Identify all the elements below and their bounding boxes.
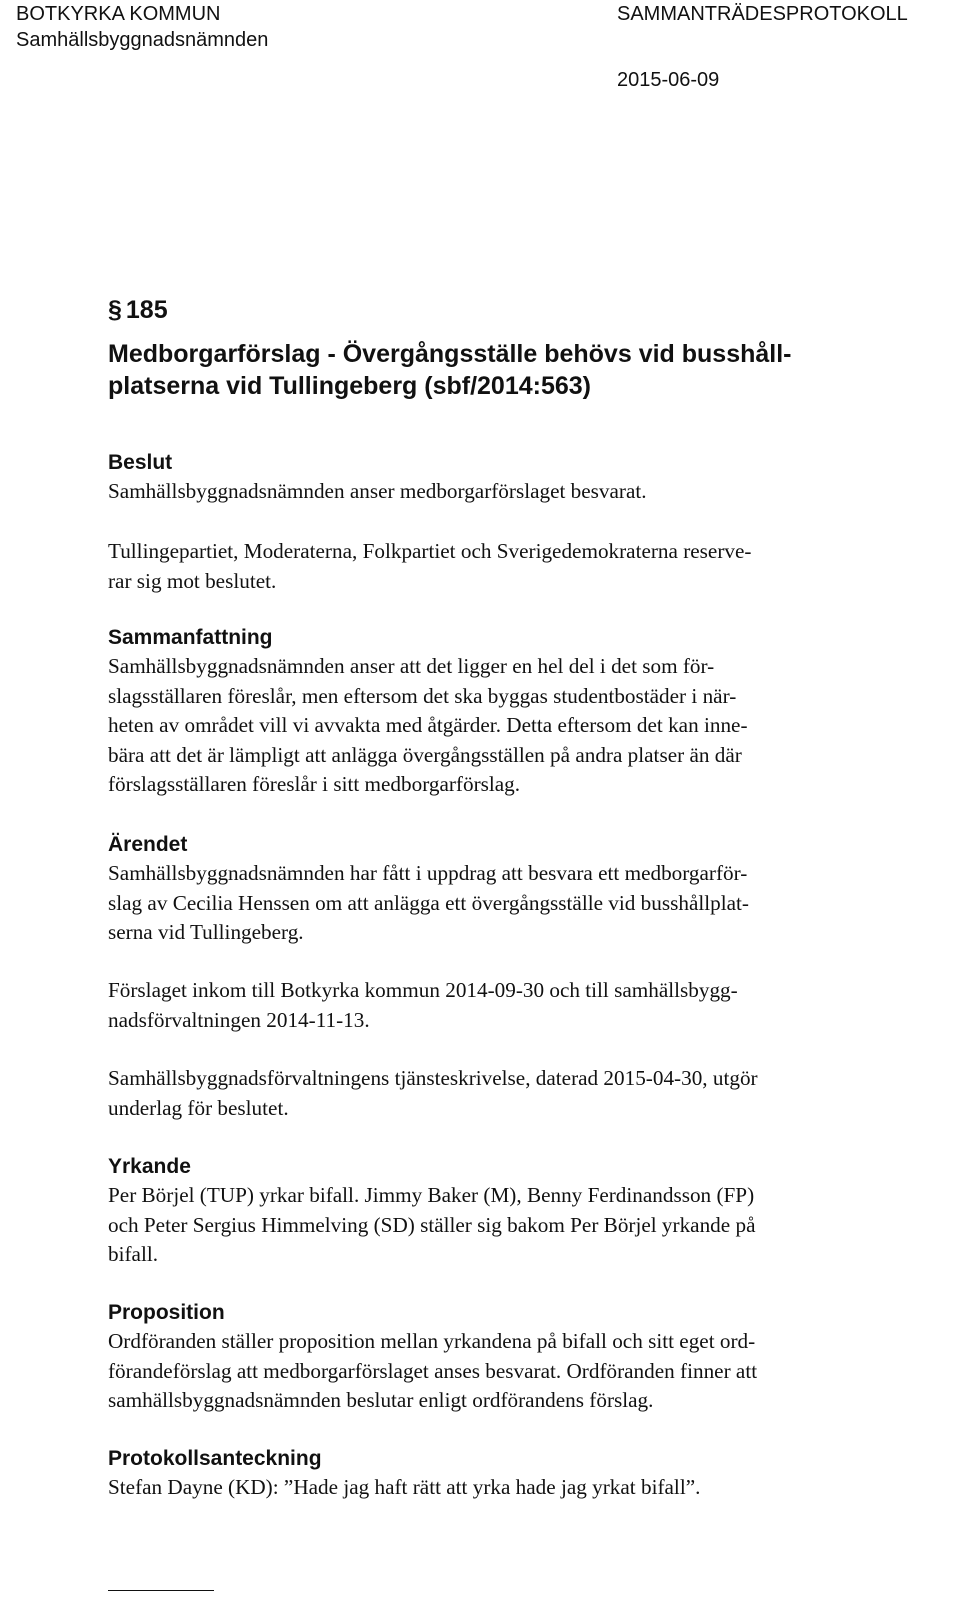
text-line: nadsförvaltningen 2014-11-13. [108,1007,370,1032]
body-text: Samhällsbyggnadsnämnden anser medborgarförslaget besvarat. [108,479,647,503]
text-line: Per Börjel (TUP) yrkar bifall. Jimmy Baker (M), Benny Ferdinandsson (FP) [108,1183,755,1207]
section-yrkande [108,1152,948,1270]
text-line: bifall. [108,1242,159,1266]
section-number-value: 185 [125,296,168,324]
text-line: slag av Cecilia Henssen om att anlägga ett övergångsställe vid busshållplat- [108,890,749,915]
section-proposition [108,1298,948,1416]
meeting-date: 2015-06-09 [617,69,720,91]
text-line: rar sig mot beslutet. [108,568,277,593]
section-protokollsanteckning [108,1444,948,1503]
section-heading: Protokollsanteckning [108,1447,322,1470]
text-line: Samhällsbyggnadsförvaltningens tjänsteskrivelse, daterad 2015-04-30, utgör [108,1066,758,1090]
body-text: Stefan Dayne (KD): ”Hade jag haft rätt att yrka hade jag yrkat bifall”. [108,1475,701,1499]
text-line: heten av området vill vi avvakta med åtgärder. Detta eftersom det kan inne- [108,713,748,737]
footnote-rule [108,1590,214,1591]
section-arendet-received [108,976,948,1035]
text-line: samhällsbyggnadsnämnden beslutar enligt ordförandens förslag. [108,1388,654,1412]
section-heading: Proposition [108,1301,225,1324]
text-line: Samhällsbyggnadsnämnden har fått i uppdrag att besvara ett medborgarför- [108,861,748,885]
item-title [108,338,928,402]
text-line: Ordföranden ställer proposition mellan yrkandena på bifall och sitt eget ord- [108,1329,756,1353]
text-line: Förslaget inkom till Botkyrka kommun 2014-09-30 och till samhällsbygg- [108,978,738,1002]
section-sammanfattning [108,623,948,800]
body-text [108,859,948,948]
section-heading: Ärendet [108,833,188,856]
text-line: förslagsställaren föreslår i sitt medborgarförslag. [108,772,521,796]
body-text [108,976,948,1035]
organization-name: BOTKYRKA KOMMUN [16,3,221,25]
section-heading: Sammanfattning [108,626,273,649]
body-text [108,537,948,596]
text-line: underlag för beslutet. [108,1095,289,1120]
body-text [108,652,948,800]
department-name: Samhällsbyggnadsnämnden [16,29,269,51]
text-line: Tullingepartiet, Moderaterna, Folkpartiet och Sverigedemokraterna reserve- [108,539,752,563]
section-heading: Yrkande [108,1155,191,1178]
text-line: och Peter Sergius Himmelving (SD) ställer sig bakom Per Börjel yrkande på [108,1212,756,1237]
body-text [108,1327,948,1416]
item-title-line: Medborgarförslag - Övergångsställe behövs vid busshåll- [108,340,792,368]
document-type: SAMMANTRÄDESPROTOKOLL [617,3,908,25]
body-text [108,1181,948,1270]
text-line: Samhällsbyggnadsnämnden anser att det ligger en hel del i det som för- [108,654,715,678]
section-beslut [108,448,948,507]
text-line: slagsställaren föreslår, men eftersom det ska byggas studentbostäder i när- [108,683,737,708]
item-title-line: platserna vid Tullingeberg (sbf/2014:563) [108,372,592,400]
section-heading: Beslut [108,451,173,474]
section-number [108,294,168,326]
section-arendet [108,830,948,948]
body-text [108,1064,948,1123]
section-arendet-basis [108,1064,948,1123]
text-line: bära att det är lämpligt att anlägga övergångsställen på andra platser än där [108,742,742,767]
section-beslut-reservation [108,537,948,596]
text-line: serna vid Tullingeberg. [108,920,304,944]
paragraph-sign: § [108,296,122,324]
text-line: förandeförslag att medborgarförslaget anses besvarat. Ordföranden finner att [108,1358,758,1383]
